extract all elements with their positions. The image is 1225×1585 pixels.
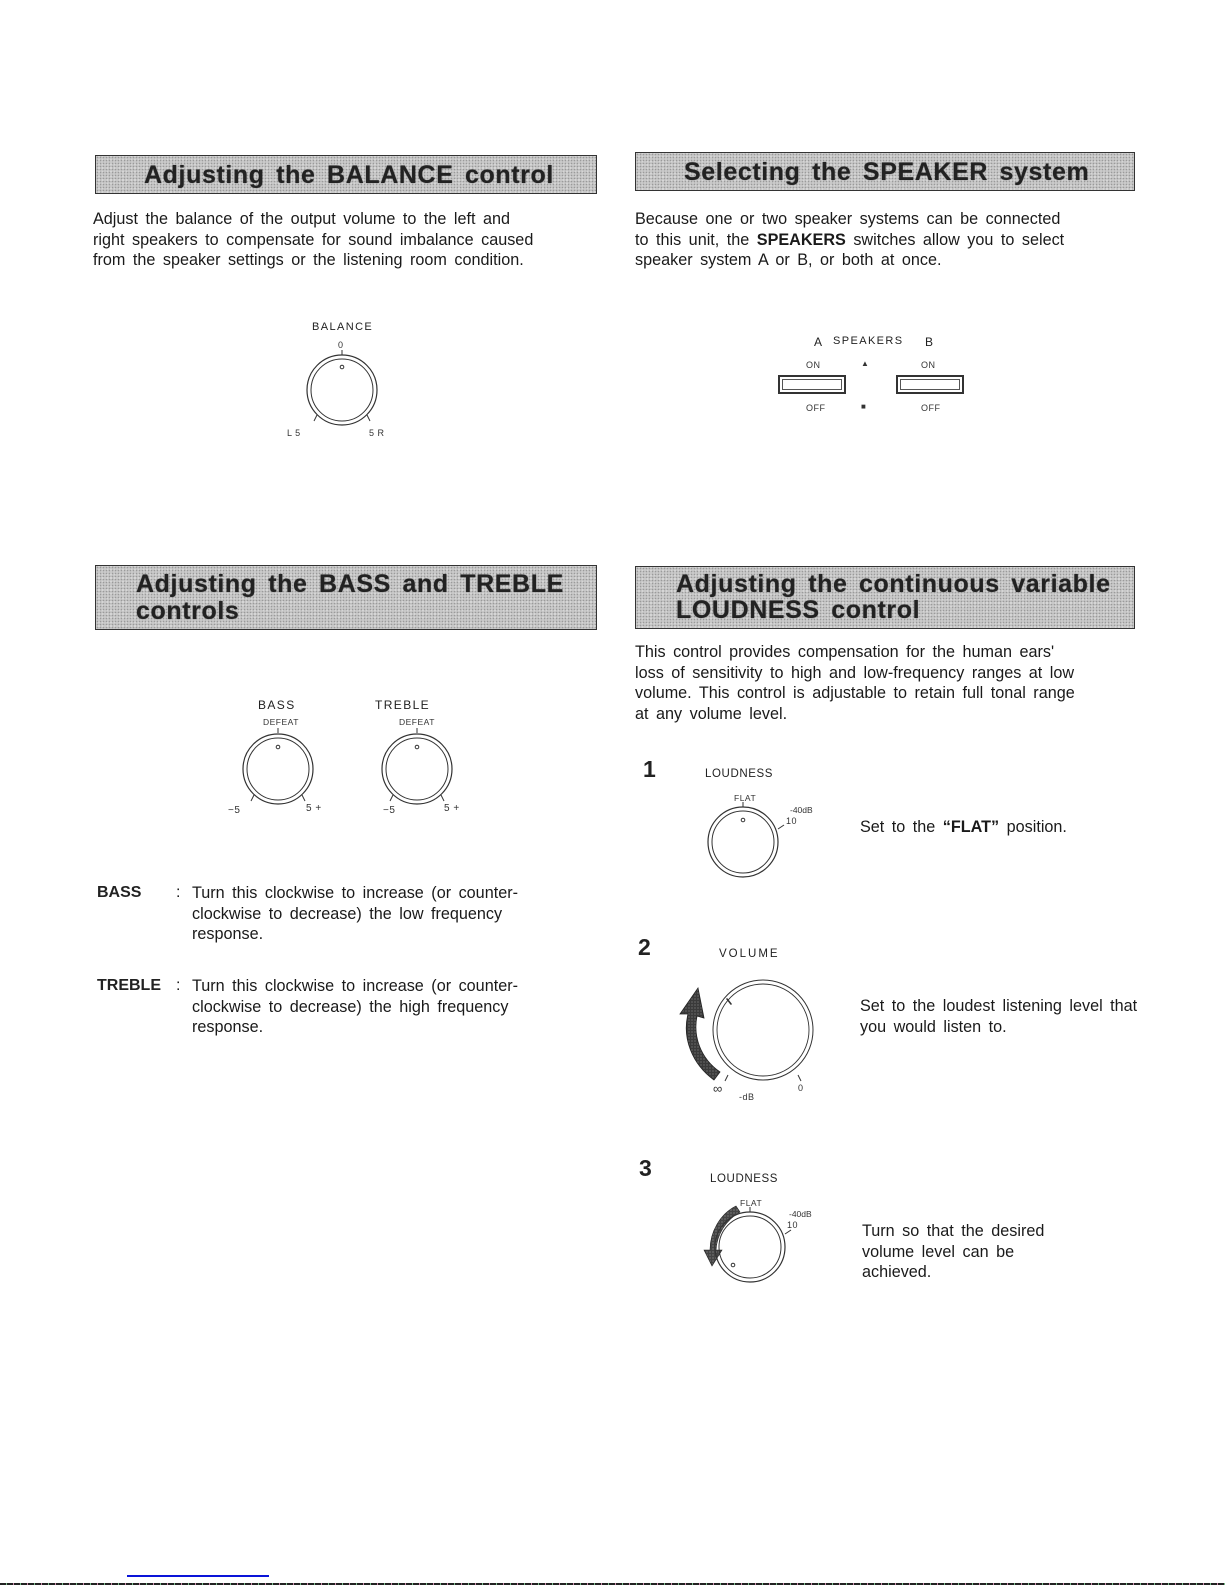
step-1-flat-mark: FLAT	[734, 793, 757, 803]
bass-treble-title-line2: controls	[136, 597, 240, 625]
step-3-minus40db-mark: -40dB	[789, 1209, 812, 1219]
treble-colon: :	[176, 977, 181, 994]
step-3-loudness-knob	[700, 1170, 840, 1300]
balance-description: Adjust the balance of the output volume to the left and right speakers to compensate for sound imbalance caused from the speaker settings or the listening room condition.	[93, 210, 534, 269]
speakers-label: SPEAKERS	[833, 335, 904, 347]
bass-minus-mark: −5	[228, 805, 241, 816]
speaker-b-label: B	[925, 335, 935, 349]
bass-colon: :	[176, 884, 181, 901]
step-1-minus40db-mark: -40dB	[790, 805, 813, 815]
treble-text: Turn this clockwise to increase (or counter- clockwise to decrease) the high frequency response.	[192, 977, 518, 1036]
step-1-loudness-figure	[690, 765, 830, 885]
treble-term: TREBLE	[97, 977, 161, 994]
treble-plus-mark: 5 +	[444, 803, 460, 814]
speaker-b-switch[interactable]	[896, 375, 964, 394]
off-symbol: ■	[861, 402, 867, 411]
bass-term: BASS	[97, 884, 142, 901]
speaker-b-on-label: ON	[921, 360, 936, 370]
step-1-instruction: Set to the “FLAT” position.	[860, 818, 1067, 836]
flat-keyword: “FLAT”	[942, 818, 1000, 836]
speaker-description: Because one or two speaker systems can be connected to this unit, the SPEAKERS switches allow you to select speaker system A or B, or both at once.	[635, 210, 1065, 269]
bass-label: BASS	[258, 698, 296, 712]
bass-plus-mark: 5 +	[306, 803, 322, 814]
balance-knob-figure	[280, 318, 410, 448]
speaker-a-label: A	[814, 335, 824, 349]
loudness-title-line2: LOUDNESS control	[676, 596, 921, 624]
step-3-number: 3	[639, 1155, 652, 1181]
step-3-loudness-label: LOUDNESS	[710, 1173, 779, 1185]
balance-left-mark: L 5	[287, 428, 301, 438]
step-2-instruction: Set to the loudest listening level that you would listen to.	[860, 997, 1138, 1036]
step-3-ten-mark: 10	[787, 1220, 799, 1230]
balance-right-mark: 5 R	[369, 428, 385, 438]
bass-treble-title-line1: Adjusting the BASS and TREBLE	[136, 570, 564, 598]
bass-treble-section-banner	[95, 565, 597, 630]
bass-defeat-mark: DEFEAT	[263, 717, 299, 727]
speakers-switch-figure	[775, 332, 975, 422]
balance-section-banner	[95, 155, 597, 194]
balance-section-title: Adjusting the BALANCE control	[144, 161, 554, 189]
loudness-title-line1: Adjusting the continuous variable	[676, 570, 1111, 598]
step-3-instruction: Turn so that the desired volume level can be achieved.	[862, 1222, 1045, 1281]
counterclockwise-arrow-icon	[670, 980, 730, 1090]
speaker-b-off-label: OFF	[921, 403, 941, 413]
step-2-number: 2	[638, 934, 651, 960]
step-2-volume-label: VOLUME	[719, 948, 780, 960]
footer-link-underline[interactable]	[127, 1575, 269, 1577]
treble-minus-mark: −5	[383, 805, 396, 816]
step-2-zero-mark: 0	[798, 1083, 804, 1093]
step-1-loudness-knob	[690, 765, 830, 885]
speaker-a-on-label: ON	[806, 360, 821, 370]
loudness-section-banner	[635, 566, 1135, 629]
step-1-ten-mark: 10	[786, 816, 798, 826]
balance-label: BALANCE	[312, 321, 374, 333]
treble-defeat-mark: DEFEAT	[399, 717, 435, 727]
treble-label: TREBLE	[375, 698, 431, 712]
speaker-a-off-label: OFF	[806, 403, 826, 413]
balance-center-mark: 0	[338, 340, 344, 350]
loudness-description: This control provides compensation for the human ears' loss of sensitivity to high and low-frequency ranges at low volume. This control is adjustable to retain full tonal range at any volume level.	[635, 643, 1075, 723]
step-2-infinity-mark: ∞	[713, 1081, 723, 1096]
speaker-section-banner	[635, 152, 1135, 191]
step-3-flat-mark: FLAT	[740, 1198, 763, 1208]
speaker-a-switch[interactable]	[778, 375, 846, 394]
bass-knob-figure	[225, 695, 335, 825]
treble-knob-figure	[363, 695, 473, 825]
step-3-loudness-figure	[700, 1170, 840, 1300]
on-symbol: ▲	[861, 359, 870, 368]
step-2-db-unit: -dB	[739, 1092, 755, 1102]
step-1-loudness-label: LOUDNESS	[705, 768, 774, 780]
step-2-volume-figure	[665, 945, 825, 1105]
step-1-number: 1	[643, 756, 656, 782]
speaker-section-title: Selecting the SPEAKER system	[684, 158, 1090, 186]
bass-text: Turn this clockwise to increase (or counter- clockwise to decrease) the low frequency response.	[192, 884, 518, 943]
speakers-keyword: SPEAKERS	[756, 230, 846, 249]
